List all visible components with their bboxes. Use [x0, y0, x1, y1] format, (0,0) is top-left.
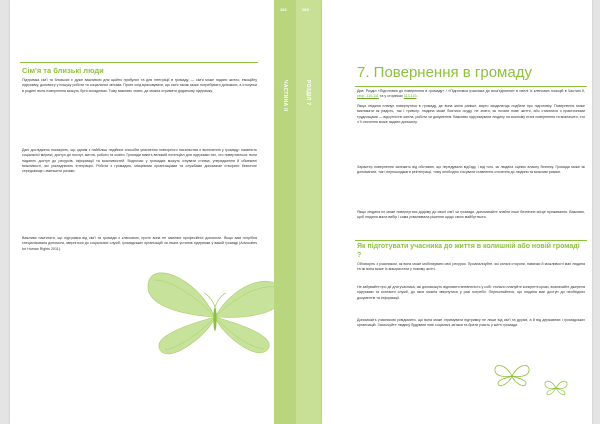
right-paragraph-1: Якщо людина планує повернутися в громаду, де вона жила раніше, варто заздалегідь подбати про підготовку. Повернення може викликати як радість, так і тривогу: людина може боятися осуду, не знати, як почати нове життя, або стикатися з практичними труднощами — відсутністю житла, роботи чи документів. Важливо підтримувати людину на кожному етапі повернення та визначити, хто з її оточення може надати допомогу. — [357, 104, 585, 124]
page-number-right: 163 — [302, 7, 309, 12]
chapter-title-rule — [355, 86, 587, 87]
left-paragraph-1: Підтримка сім'ї та близьких є дуже важливою для щойно прибулих та для інтеграції в громаду, — сім'я може надати житло, емоційну підтримку, допомогу у пошуку роботи та соціальних зв'язків. Проте слід враховувати, що сім'я також може потребувати допомоги, а стосунки в родині після повернення можуть бути складними. Тому важливо знати, де можна отримати додаткову підтримку. — [22, 78, 257, 93]
spine-label-left: ЧАСТИНА ІІ — [282, 80, 288, 112]
spine-label-right: РОЗДІЛ 7 — [305, 80, 311, 106]
left-heading-rule — [20, 62, 258, 63]
section-subheading: Як підготувати учасника до життя в колишній або новій громаді ? — [357, 243, 580, 259]
chapter-intro — [357, 89, 585, 100]
intro-text: Див. Розділ «Підготовка до повернення в громаду» / «Підготовка учасника до возз'єднання» в світлі їх ключових позицій в Частині II, — [357, 89, 585, 93]
spine-band-right — [296, 0, 322, 424]
spine-band-left — [274, 0, 296, 424]
subheading-rule — [355, 240, 587, 241]
chapter-title: 7. Повернення в громаду — [357, 64, 532, 81]
left-section-heading: Сім'я та близькі люди — [22, 66, 104, 75]
page-number-left: 162 — [280, 7, 287, 12]
small-butterfly-outline-icon — [543, 378, 569, 398]
left-paragraph-2: Дані досліджень показують, що одним з найбільш надійних способів уникнення повторного насильства є включення у громаду: наявність соціальної мережі, доступ до послуг, житла, роботи та освіти. Громади мають великий потенціал для підтримки тих, хто повертається: вони надають доступ до ресурсів, інформації та можливостей. Водночас у громадах можуть існувати стигма, упередження й обмежені можливості, які ускладнюють інтеграцію. Робота з громадою, місцевими організаціями та службами допомагає створити безпечне середовище і зменшити ризики. — [22, 148, 257, 174]
right-paragraph-6: Допоможіть учасникові усвідомити, що вона може отримувати підтримку не лише від сім'ї та друзів, а й від державних і громадських організацій. Заохочуйте людину будувати нові соціальні зв'язки та брати участь у житті громади. — [357, 318, 585, 328]
right-paragraph-5: Не забувайте про дії для учасника, які допоможуть відновити впевненість у собі: спільно плануйте конкретні кроки, визначайте джерела підтримки та контакти служб, до яких можна звернутися у разі потреби. Переконайтеся, що людина має доступ до необхідних документів та інформації. — [357, 285, 585, 300]
butterfly-illustration — [140, 255, 290, 380]
cross-reference-link-1[interactable]: стор. 110-111 — [357, 94, 379, 99]
intro-mid-text: та у сторінках — [378, 94, 404, 99]
right-paragraph-2: Характер повернення залежить від обставин, що передували від'їзду, і від того, як людина оцінює власну безпеку. Громада може як допомагати, так і перешкоджати реінтеграції, тому необхідно з'ясувати ставлення оточення до людини та можливі ризики. — [357, 165, 585, 175]
left-paragraph-3: Важливо пам'ятати, що підтримка від сім'ї та громади є ключовою, проте вона не замінює професійної допомоги. Якщо вам потрібна спеціалізована допомога, зверніться до соціальних служб, громадських організацій чи інших установ підтримки у вашій громаді (Advocates for Human Rights 2011). — [22, 236, 257, 251]
right-paragraph-3: Якщо людина не може повернутися додому до своєї сім'ї чи громади, допомагайте знайти інше безпечне місце проживання. Важливо, щоб людина мала вибір і сама ухвалювала рішення щодо свого майбутнього. — [357, 210, 585, 220]
butterfly-outline-icon — [492, 362, 532, 390]
right-paragraph-4: Обговоріть з учасником, як вона може мобілізувати свої ресурси. Проаналізуйте, які сильні сторони, навички й можливості має людина та як вона може їх використати у новому житті. — [357, 262, 585, 272]
cross-reference-link-2[interactable]: 113-115 — [403, 94, 417, 99]
intro-suffix: . — [416, 94, 418, 99]
